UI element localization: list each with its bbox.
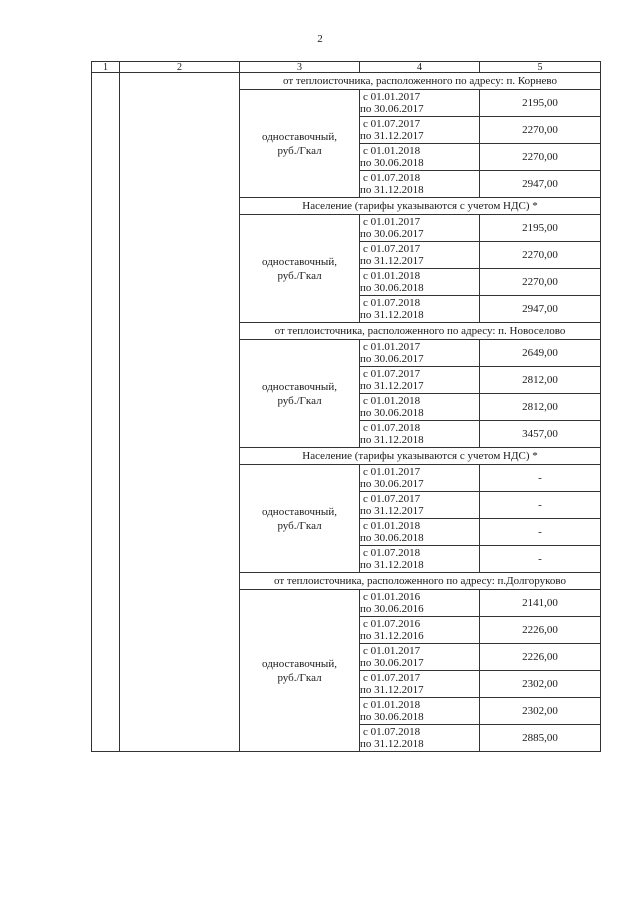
price-cell: 2270,00	[480, 269, 601, 296]
header-col-3: 3	[240, 62, 360, 73]
period-cell	[360, 340, 480, 367]
price-cell: 2812,00	[480, 367, 601, 394]
period-from: с 01.07.2017	[363, 118, 421, 130]
period-to: по 30.06.2017	[360, 103, 424, 115]
period-cell	[360, 492, 480, 519]
period-from: с 01.07.2018	[363, 422, 421, 434]
period-from: с 01.01.2017	[363, 91, 421, 103]
period-cell	[360, 242, 480, 269]
period-from: с 01.07.2016	[363, 618, 421, 630]
period-cell	[360, 215, 480, 242]
period-cell	[360, 546, 480, 573]
header-col-5: 5	[480, 62, 601, 73]
period-cell	[360, 394, 480, 421]
section-title: Население (тарифы указываются с учетом НДС) *	[240, 448, 601, 465]
period-from: с 01.07.2017	[363, 243, 421, 255]
period-to: по 31.12.2018	[360, 434, 424, 446]
rate-unit-label: руб./Гкал	[277, 519, 322, 532]
price-cell: 2226,00	[480, 644, 601, 671]
period-to: по 31.12.2017	[360, 505, 424, 517]
rate-type-cell	[240, 90, 360, 198]
period-from: с 01.01.2018	[363, 699, 421, 711]
period-cell	[360, 421, 480, 448]
period-cell	[360, 465, 480, 492]
rate-type-cell	[240, 215, 360, 323]
period-cell	[360, 671, 480, 698]
period-cell	[360, 144, 480, 171]
price-cell: 3457,00	[480, 421, 601, 448]
period-to: по 31.12.2017	[360, 130, 424, 142]
price-cell: 2141,00	[480, 590, 601, 617]
section-title: от теплоисточника, расположенного по адресу: п.Долгоруково	[240, 573, 601, 590]
price-cell: 2226,00	[480, 617, 601, 644]
price-cell: 2195,00	[480, 215, 601, 242]
period-from: с 01.01.2018	[363, 145, 421, 157]
rate-type-cell	[240, 465, 360, 573]
period-to: по 30.06.2017	[360, 657, 424, 669]
period-cell	[360, 90, 480, 117]
rate-type-label: одноставочный,	[262, 505, 337, 518]
section-title: от теплоисточника, расположенного по адресу: п. Корнево	[240, 73, 601, 90]
rate-type-label: одноставочный,	[262, 657, 337, 670]
period-from: с 01.01.2017	[363, 216, 421, 228]
period-from: с 01.07.2018	[363, 547, 421, 559]
section-title: от теплоисточника, расположенного по адресу: п. Новоселово	[240, 323, 601, 340]
period-cell	[360, 367, 480, 394]
period-to: по 31.12.2016	[360, 630, 424, 642]
period-cell	[360, 296, 480, 323]
price-cell: 2302,00	[480, 671, 601, 698]
rate-type-label: одноставочный,	[262, 380, 337, 393]
price-cell: 2947,00	[480, 296, 601, 323]
rate-unit-label: руб./Гкал	[277, 269, 322, 282]
period-from: с 01.07.2018	[363, 172, 421, 184]
header-row	[92, 62, 601, 73]
period-to: по 30.06.2016	[360, 603, 424, 615]
period-to: по 30.06.2018	[360, 532, 424, 544]
period-to: по 30.06.2017	[360, 353, 424, 365]
period-from: с 01.01.2017	[363, 466, 421, 478]
price-cell: 2649,00	[480, 340, 601, 367]
period-to: по 30.06.2018	[360, 282, 424, 294]
section-header-row	[92, 73, 601, 90]
section-title: Население (тарифы указываются с учетом НДС) *	[240, 198, 601, 215]
price-cell: -	[480, 492, 601, 519]
period-from: с 01.01.2017	[363, 341, 421, 353]
period-to: по 30.06.2018	[360, 407, 424, 419]
period-to: по 31.12.2017	[360, 684, 424, 696]
price-cell: 2812,00	[480, 394, 601, 421]
period-to: по 30.06.2017	[360, 228, 424, 240]
period-from: с 01.07.2018	[363, 726, 421, 738]
period-to: по 31.12.2017	[360, 380, 424, 392]
period-cell	[360, 725, 480, 752]
price-cell: 2270,00	[480, 242, 601, 269]
header-col-1: 1	[92, 62, 120, 73]
period-cell	[360, 117, 480, 144]
period-from: с 01.07.2017	[363, 493, 421, 505]
period-from: с 01.01.2018	[363, 395, 421, 407]
price-cell: 2947,00	[480, 171, 601, 198]
period-to: по 31.12.2018	[360, 738, 424, 750]
period-cell	[360, 698, 480, 725]
price-cell: 2885,00	[480, 725, 601, 752]
period-cell	[360, 519, 480, 546]
rate-unit-label: руб./Гкал	[277, 671, 322, 684]
price-cell: -	[480, 465, 601, 492]
price-cell: 2270,00	[480, 144, 601, 171]
period-from: с 01.01.2016	[363, 591, 421, 603]
period-from: с 01.07.2018	[363, 297, 421, 309]
price-cell: -	[480, 519, 601, 546]
rate-type-label: одноставочный,	[262, 130, 337, 143]
period-to: по 31.12.2018	[360, 309, 424, 321]
price-cell: 2195,00	[480, 90, 601, 117]
price-cell: -	[480, 546, 601, 573]
header-col-2: 2	[120, 62, 240, 73]
tariff-table	[91, 61, 601, 752]
period-to: по 30.06.2018	[360, 157, 424, 169]
period-from: с 01.01.2018	[363, 270, 421, 282]
rate-unit-label: руб./Гкал	[277, 394, 322, 407]
rate-type-cell	[240, 340, 360, 448]
period-from: с 01.07.2017	[363, 368, 421, 380]
col1-cell	[92, 73, 120, 752]
period-to: по 30.06.2018	[360, 711, 424, 723]
price-cell: 2270,00	[480, 117, 601, 144]
period-cell	[360, 644, 480, 671]
period-to: по 31.12.2018	[360, 184, 424, 196]
period-to: по 31.12.2018	[360, 559, 424, 571]
period-to: по 31.12.2017	[360, 255, 424, 267]
price-cell: 2302,00	[480, 698, 601, 725]
period-cell	[360, 269, 480, 296]
rate-type-cell	[240, 590, 360, 752]
period-cell	[360, 617, 480, 644]
period-from: с 01.07.2017	[363, 672, 421, 684]
col2-cell	[120, 73, 240, 752]
period-cell	[360, 590, 480, 617]
page-number: 2	[317, 33, 323, 45]
period-to: по 30.06.2017	[360, 478, 424, 490]
period-cell	[360, 171, 480, 198]
rate-type-label: одноставочный,	[262, 255, 337, 268]
period-from: с 01.01.2018	[363, 520, 421, 532]
header-col-4: 4	[360, 62, 480, 73]
period-from: с 01.01.2017	[363, 645, 421, 657]
rate-unit-label: руб./Гкал	[277, 144, 322, 157]
